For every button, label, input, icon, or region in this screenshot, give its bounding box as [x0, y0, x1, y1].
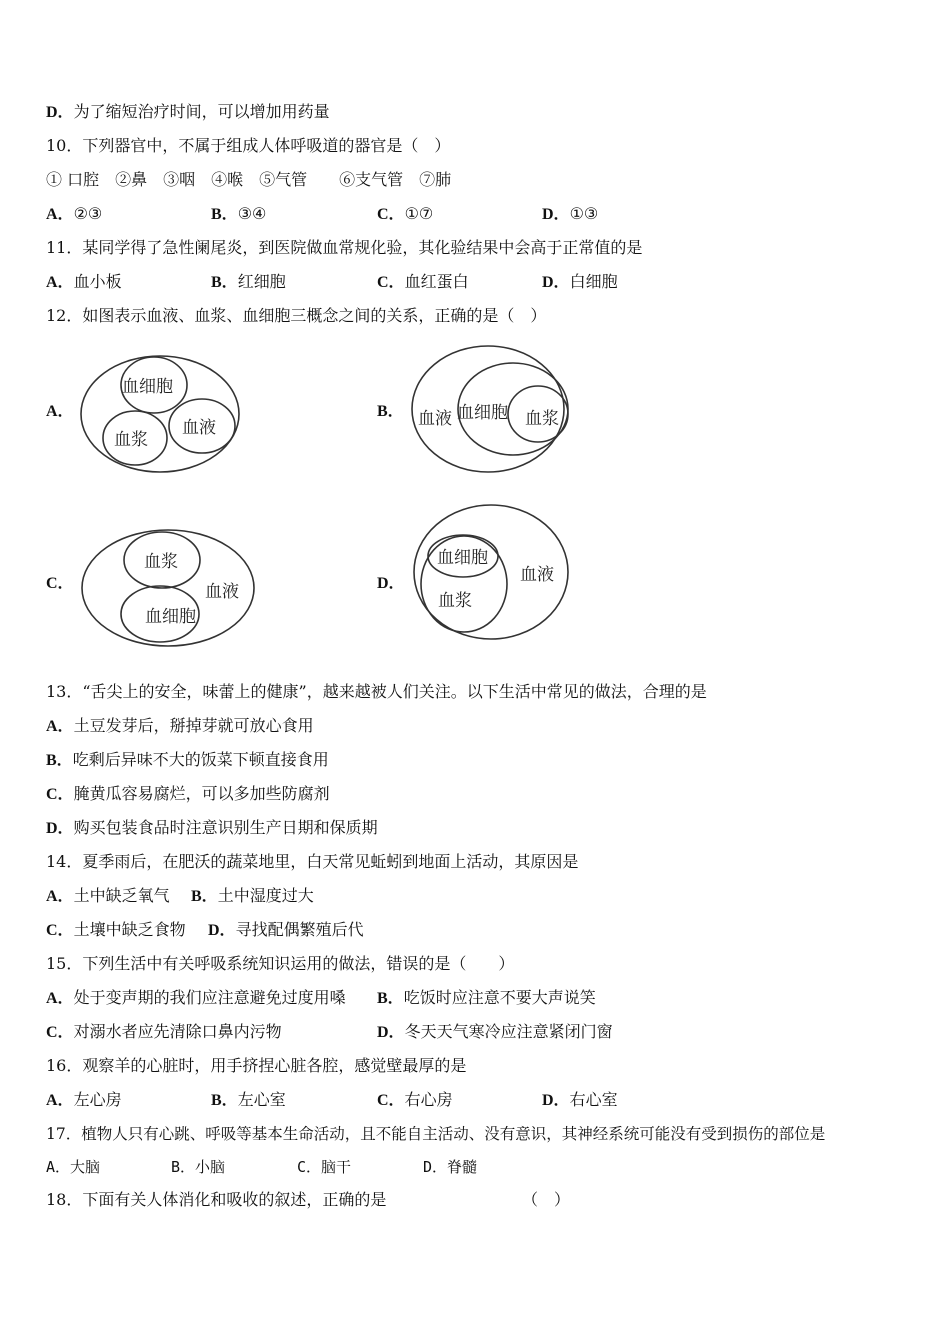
q10-option-a: A．②③	[46, 204, 103, 223]
q16-option-a: A．左心房	[46, 1090, 122, 1109]
q18-stem: 18．下面有关人体消化和吸收的叙述，正确的是	[46, 1190, 387, 1209]
q10-option-c: C．①⑦	[377, 204, 434, 223]
q17-stem: 17．植物人只有心跳、呼吸等基本生命活动，且不能自主活动、没有意识，其神经系统可能没有受到损伤的部位是	[46, 1125, 826, 1143]
q15-option-b: B．吃饭时应注意不要大声说笑	[377, 988, 596, 1007]
q15-option-c: C．对溺水者应先清除口鼻内污物	[46, 1022, 282, 1041]
label-cells: 血细胞	[457, 403, 508, 423]
label-cells: 血细胞	[122, 377, 173, 397]
q17-option-b: B．小脑	[171, 1158, 226, 1176]
q14-option-a: A．土中缺乏氧气	[46, 886, 170, 905]
q14-option-d: D．寻找配偶繁殖后代	[208, 920, 364, 939]
label-blood: 血液	[520, 565, 554, 585]
label-plasma: 血浆	[525, 409, 559, 429]
q12-diagram-b	[410, 342, 575, 477]
q13-option-b: B．吃剩后异味不大的饭菜下顿直接食用	[46, 750, 329, 769]
q12-diagram-a	[78, 352, 248, 477]
q12-diagram-c	[78, 526, 258, 650]
q17-option-a: A．大脑	[46, 1158, 101, 1176]
label-plasma: 血浆	[144, 552, 178, 572]
q17-option-c: C．脑干	[297, 1158, 352, 1176]
q12-label-d: D．	[377, 575, 405, 592]
q16-option-c: C．右心房	[377, 1090, 453, 1109]
q15-option-d: D．冬天天气寒冷应注意紧闭门窗	[377, 1022, 613, 1041]
label-plasma: 血浆	[114, 430, 148, 450]
q14-option-b: B．土中湿度过大	[191, 886, 314, 905]
q17-option-d: D．脊髓	[423, 1158, 478, 1176]
q12-diagram-d	[410, 502, 575, 644]
label-cells: 血细胞	[437, 548, 488, 568]
q11-option-b: B．红细胞	[211, 272, 286, 291]
q10-items: ① 口腔 ②鼻 ③咽 ④喉 ⑤气管 ⑥支气管 ⑦肺	[46, 170, 452, 189]
q11-option-d: D．白细胞	[542, 272, 618, 291]
option-letter: D．	[46, 104, 74, 121]
q10-option-b: B．③④	[211, 204, 267, 223]
label-plasma: 血浆	[438, 591, 472, 611]
q13-option-a: A．土豆发芽后，掰掉芽就可放心食用	[46, 716, 314, 735]
q14-stem: 14．夏季雨后，在肥沃的蔬菜地里，白天常见蚯蚓到地面上活动，其原因是	[46, 852, 579, 871]
q16-option-d: D．右心室	[542, 1090, 618, 1109]
label-cells: 血细胞	[145, 607, 196, 627]
q11-option-c: C．血红蛋白	[377, 272, 469, 291]
q12-label-b: B．	[377, 403, 404, 420]
q9-option-d: D．为了缩短治疗时间，可以增加用药量	[46, 102, 330, 121]
q16-stem: 16．观察羊的心脏时，用手挤捏心脏各腔，感觉壁最厚的是	[46, 1056, 467, 1075]
label-blood: 血液	[418, 409, 452, 429]
q10-option-d: D．①③	[542, 204, 599, 223]
q13-stem: 13．“舌尖上的安全，味蕾上的健康”，越来越被人们关注。以下生活中常见的做法，合理的是	[46, 682, 707, 701]
q10-stem: 10．下列器官中，不属于组成人体呼吸道的器官是（ ）	[46, 136, 451, 155]
label-blood: 血液	[182, 418, 216, 438]
q12-label-c: C．	[46, 575, 74, 592]
label-blood: 血液	[205, 582, 239, 602]
q15-option-a: A．处于变声期的我们应注意避免过度用嗓	[46, 988, 346, 1007]
q11-stem: 11．某同学得了急性阑尾炎，到医院做血常规化验，其化验结果中会高于正常值的是	[46, 238, 643, 257]
q16-option-b: B．左心室	[211, 1090, 286, 1109]
q18-paren: （ ）	[522, 1190, 571, 1209]
q15-stem: 15．下列生活中有关呼吸系统知识运用的做法，错误的是（ ）	[46, 954, 515, 973]
q13-option-d: D．购买包装食品时注意识别生产日期和保质期	[46, 818, 378, 837]
q13-option-c: C．腌黄瓜容易腐烂，可以多加些防腐剂	[46, 784, 330, 803]
q11-option-a: A．血小板	[46, 272, 122, 291]
q12-label-a: A．	[46, 403, 74, 420]
q12-stem: 12．如图表示血液、血浆、血细胞三概念之间的关系，正确的是（ ）	[46, 306, 547, 325]
q14-option-c: C．土壤中缺乏食物	[46, 920, 186, 939]
